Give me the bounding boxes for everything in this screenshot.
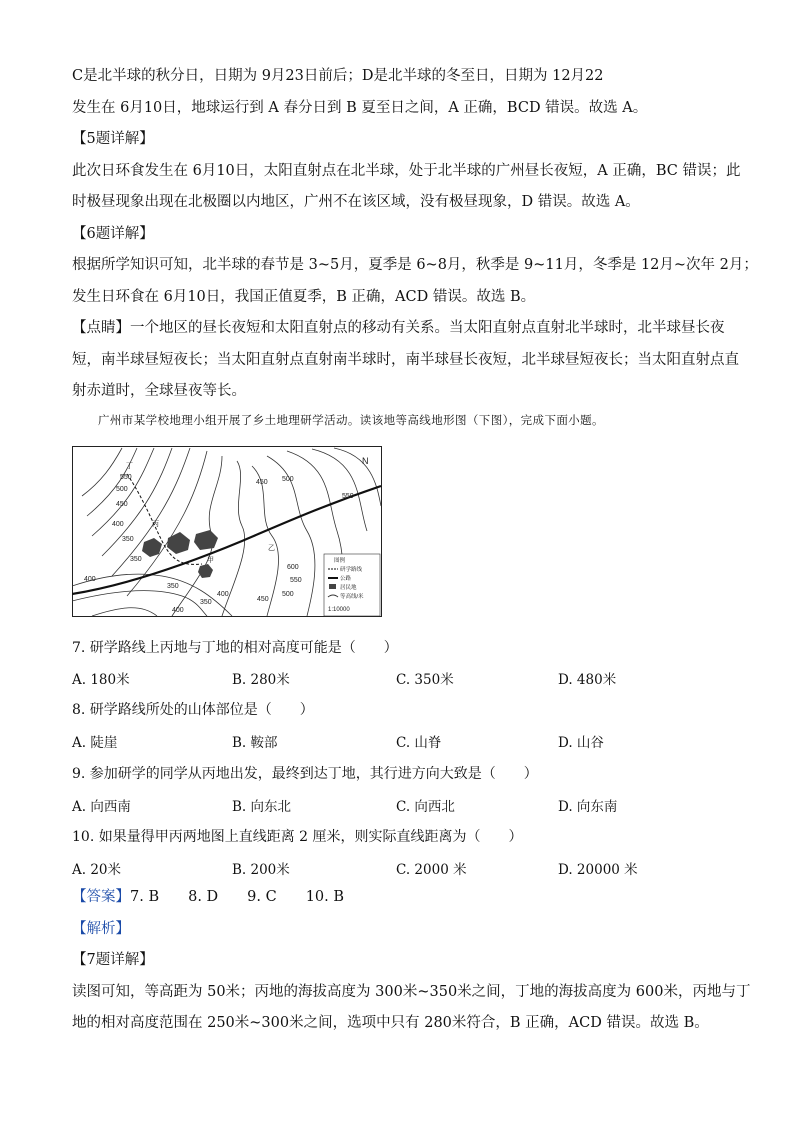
analysis-heading: 【解析】 — [72, 921, 130, 937]
paragraph-line: 读图可知，等高距为 50米；丙地的海拔高度为 300米~350米之间，丁地的海拔高度为 600米，丙地与丁 — [72, 984, 751, 1000]
paragraph-line: 发生日环食在 6月10日，我国正值夏季，B 正确，ACD 错误。故选 B。 — [72, 289, 536, 305]
question-stem: 8. 研学路线所处的山体部位是（ ） — [72, 702, 314, 718]
answer-row — [72, 886, 344, 908]
option: B. 200米 — [232, 862, 290, 878]
contour-label: 350 — [122, 536, 134, 543]
contour-label: 350 — [167, 583, 179, 590]
paragraph-line: 发生在 6月10日，地球运行到 A 春分日到 B 夏至日之间，A 正确，BCD 错误。故选 A。 — [72, 100, 648, 116]
contour-label: 400 — [112, 521, 124, 528]
section-heading-5: 【5题详解】 — [72, 131, 154, 147]
option: A. 180米 — [72, 672, 130, 688]
legend-title: 图例 — [334, 558, 346, 564]
contour-label: 400 — [217, 591, 229, 598]
paragraph-line: 根据所学知识可知，北半球的春节是 3~5月，夏季是 6~8月，秋季是 9~11月，冬季是 12月~次年 2月； — [72, 257, 758, 273]
option: A. 20米 — [72, 862, 122, 878]
option: D. 20000 米 — [558, 862, 638, 878]
legend-contour: 等高线/米 — [340, 594, 364, 600]
contour-label: 350 — [130, 556, 142, 563]
paragraph-line: 时极昼现象出现在北极圈以内地区，广州不在该区域，没有极昼现象，D 错误。故选 A。 — [72, 194, 640, 210]
point-label: 乙 — [268, 545, 275, 552]
point-label: 丙 — [152, 521, 159, 528]
answer-label: 【答案】 — [72, 889, 130, 905]
contour-map — [72, 446, 382, 617]
legend-scale: 1:10000 — [328, 607, 350, 613]
contour-label: 550 — [290, 577, 302, 584]
question-stem: 7. 研学路线上丙地与丁地的相对高度可能是（ ） — [72, 640, 398, 656]
question-stem: 10. 如果量得甲丙两地图上直线距离 2 厘米，则实际直线距离为（ ） — [72, 829, 523, 845]
point-label: 丁 — [126, 463, 133, 470]
paragraph-line: C是北半球的秋分日，日期为 9月23日前后；D是北半球的冬至日，日期为 12月22 — [72, 68, 604, 84]
contour-label: 350 — [200, 599, 212, 606]
option: D. 山谷 — [558, 735, 604, 751]
note-line: 短，南半球昼短夜长；当太阳直射点直射南半球时，南半球昼长夜短，北半球昼短夜长；当太阳直射点直 — [72, 352, 739, 368]
option: C. 山脊 — [396, 735, 442, 751]
contour-label: 450 — [257, 596, 269, 603]
contour-label: 500 — [282, 476, 294, 483]
contour-label: 550 — [342, 493, 354, 500]
map-legend — [324, 554, 380, 616]
paragraph-line: 地的相对高度范围在 250米~300米之间，选项中只有 280米符合，B 正确，ACD 错误。故选 B。 — [72, 1015, 709, 1031]
note-line: 射赤道时，全球昼夜等长。 — [72, 383, 246, 399]
contour-label: 450 — [116, 501, 128, 508]
north-arrow-label: N — [362, 456, 369, 466]
contour-label: 400 — [172, 607, 184, 614]
contour-label: 600 — [287, 564, 299, 571]
option: D. 向东南 — [558, 799, 618, 815]
contour-label: 500 — [116, 486, 128, 493]
contour-label: 450 — [256, 479, 268, 486]
note-line: 【点睛】一个地区的昼长夜短和太阳直射点的移动有关系。当太阳直射点直射北半球时，北半球昼长夜 — [72, 320, 725, 336]
option: B. 280米 — [232, 672, 290, 688]
legend-route: 研学路线 — [340, 567, 363, 573]
option: A. 向西南 — [72, 799, 131, 815]
contour-label: 500 — [282, 591, 294, 598]
answer-text: 7. B 8. D 9. C 10. B — [130, 889, 345, 905]
option: B. 向东北 — [232, 799, 292, 815]
paragraph-line: 此次日环食发生在 6月10日，太阳直射点在北半球，处于北半球的广州昼长夜短，A 正确，BC 错误；此 — [72, 163, 741, 179]
legend-settlement: 居民地 — [340, 585, 357, 591]
contour-label: 400 — [84, 576, 96, 583]
option: D. 480米 — [558, 672, 617, 688]
question-stem: 9. 参加研学的同学从丙地出发，最终到达丁地，其行进方向大致是（ ） — [72, 766, 538, 782]
option: C. 2000 米 — [396, 862, 467, 878]
point-label: 甲 — [207, 557, 214, 564]
contour-label: 550 — [120, 474, 132, 481]
legend-road: 公路 — [340, 576, 352, 582]
option: A. 陡崖 — [72, 735, 118, 751]
option: B. 鞍部 — [232, 735, 278, 751]
option: C. 向西北 — [396, 799, 455, 815]
section-heading-6: 【6题详解】 — [72, 226, 154, 242]
option: C. 350米 — [396, 672, 454, 688]
question-intro: 广州市某学校地理小组开展了乡土地理研学活动。读该地等高线地形图（下图），完成下面小题。 — [98, 413, 604, 427]
section-heading-7: 【7题详解】 — [72, 952, 154, 968]
